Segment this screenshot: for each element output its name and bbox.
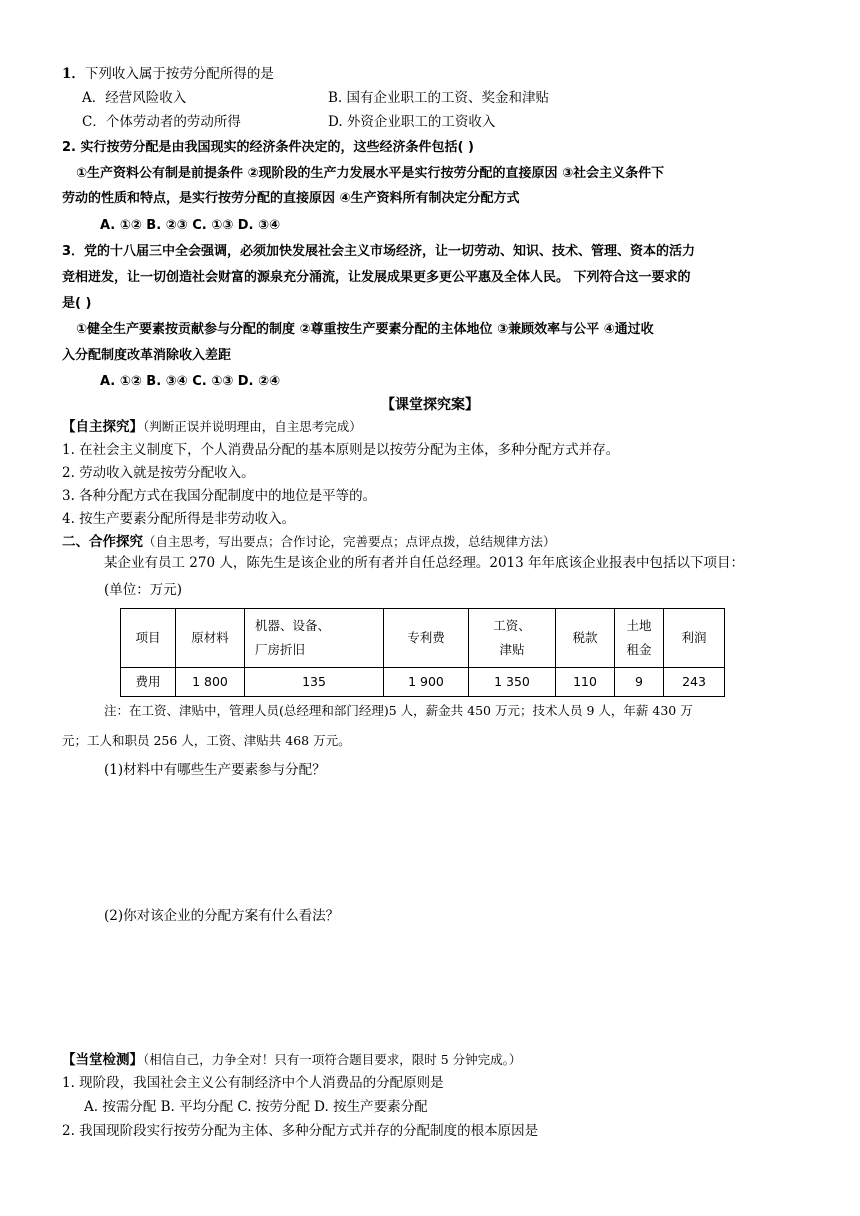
q1-number: 1． bbox=[62, 66, 85, 82]
test-note: （相信自己，力争全对！只有一项符合题目要求，限时 5 分钟完成。） bbox=[143, 1052, 522, 1067]
test-heading bbox=[62, 1050, 521, 1070]
table-header-land-rent bbox=[615, 609, 664, 668]
self-explore-item-4: 4. 按生产要素分配所得是非劳动收入。 bbox=[62, 511, 296, 527]
cost-table bbox=[120, 608, 725, 697]
coop-unit: (单位：万元) bbox=[104, 582, 183, 598]
table-row bbox=[121, 668, 725, 697]
table-cell-raw-material: 1 800 bbox=[176, 668, 245, 697]
self-explore-heading bbox=[62, 417, 362, 437]
table-header-tax: 税款 bbox=[556, 609, 615, 668]
table-cell-depreciation: 135 bbox=[245, 668, 384, 697]
table-cell-tax: 110 bbox=[556, 668, 615, 697]
table-cell-cost-label: 费用 bbox=[121, 668, 176, 697]
table-note-line2: 元；工人和职员 256 人，工资、津贴共 468 万元。 bbox=[62, 733, 351, 748]
coop-label: 二、合作探究 bbox=[62, 534, 143, 550]
table-header-depreciation-2: 厂房折旧 bbox=[255, 642, 306, 657]
q2-stem: 2. 实行按劳分配是由我国现实的经济条件决定的，这些经济条件包括( ) bbox=[62, 140, 474, 155]
coop-question-1: (1)材料中有哪些生产要素参与分配？ bbox=[104, 762, 326, 778]
table-cell-patent: 1 900 bbox=[384, 668, 469, 697]
q1-stem bbox=[62, 64, 274, 84]
q1-stem-text: 下列收入属于按劳分配所得的是 bbox=[84, 66, 274, 82]
table-header-wages-2: 津贴 bbox=[499, 642, 525, 657]
self-explore-item-2: 2. 劳动收入就是按劳分配收入。 bbox=[62, 465, 255, 481]
q3-line4: ①健全生产要素按贡献参与分配的制度 ②尊重按生产要素分配的主体地位 ③兼顾效率与公平 ④通过收 bbox=[76, 322, 654, 337]
table-header-wages-1: 工资、 bbox=[493, 618, 531, 633]
q1-option-b: B. 国有企业职工的工资、奖金和津贴 bbox=[328, 90, 550, 106]
coop-heading bbox=[62, 532, 556, 552]
self-explore-item-1: 1. 在社会主义制度下，个人消费品分配的基本原则是以按劳分配为主体，多种分配方式并存。 bbox=[62, 442, 620, 458]
q3-line3: 是( ) bbox=[62, 296, 92, 311]
table-note-line1: 注：在工资、津贴中，管理人员(总经理和部门经理)5 人，薪金共 450 万元；技术人员 9 人，年薪 430 万 bbox=[104, 703, 693, 718]
q3-line2: 竞相迸发，让一切创造社会财富的源泉充分涌流，让发展成果更多更公平惠及全体人民。 下列符合这一要求的 bbox=[62, 270, 691, 285]
q1-option-d: D. 外资企业职工的工资收入 bbox=[328, 114, 496, 130]
table-header-profit: 利润 bbox=[664, 609, 725, 668]
test-question-2: 2. 我国现阶段实行按劳分配为主体、多种分配方式并存的分配制度的根本原因是 bbox=[62, 1123, 539, 1139]
coop-material: 某企业有员工 270 人，陈先生是该企业的所有者并自任总经理。2013 年年底该企业报表中包括以下项目： bbox=[104, 555, 744, 571]
q2-line3: 劳动的性质和特点，是实行按劳分配的直接原因 ④生产资料所有制决定分配方式 bbox=[62, 191, 520, 206]
table-header-raw-material: 原材料 bbox=[176, 609, 245, 668]
self-explore-label: 【自主探究】 bbox=[62, 419, 143, 435]
test-question-1: 1. 现阶段，我国社会主义公有制经济中个人消费品的分配原则是 bbox=[62, 1075, 444, 1091]
table-cell-profit: 243 bbox=[664, 668, 725, 697]
coop-question-2: (2)你对该企业的分配方案有什么看法？ bbox=[104, 908, 340, 924]
table-header-row bbox=[121, 609, 725, 668]
table-cell-land-rent: 9 bbox=[615, 668, 664, 697]
q1-option-c: C．个体劳动者的劳动所得 bbox=[82, 114, 241, 130]
table-header-land-rent-1: 土地 bbox=[626, 618, 652, 633]
q3-line5: 入分配制度改革消除收入差距 bbox=[62, 348, 232, 363]
q2-options: A. ①② B. ②③ C. ①③ D. ③④ bbox=[100, 218, 281, 233]
q3-options: A. ①② B. ③④ C. ①③ D. ②④ bbox=[100, 374, 281, 389]
q2-line2: ①生产资料公有制是前提条件 ②现阶段的生产力发展水平是实行按劳分配的直接原因 ③社会主义条件下 bbox=[76, 166, 665, 181]
test-question-1-options: A. 按需分配 B. 平均分配 C. 按劳分配 D. 按生产要素分配 bbox=[84, 1099, 428, 1115]
table-header-depreciation bbox=[245, 609, 384, 668]
self-explore-item-3: 3. 各种分配方式在我国分配制度中的地位是平等的。 bbox=[62, 488, 377, 504]
table-header-wages bbox=[469, 609, 556, 668]
coop-note: （自主思考，写出要点；合作讨论，完善要点；点评点拨，总结规律方法） bbox=[143, 534, 556, 549]
table-header-patent: 专利费 bbox=[384, 609, 469, 668]
test-label: 【当堂检测】 bbox=[62, 1052, 143, 1068]
self-explore-note: （判断正误并说明理由，自主思考完成） bbox=[143, 419, 362, 434]
table-cell-wages: 1 350 bbox=[469, 668, 556, 697]
table-header-land-rent-2: 租金 bbox=[626, 642, 652, 657]
section-title: 【课堂探究案】 bbox=[381, 397, 479, 413]
q3-line1: 3．党的十八届三中全会强调，必须加快发展社会主义市场经济，让一切劳动、知识、技术、管理、资本的活力 bbox=[62, 244, 696, 259]
table-header-depreciation-1: 机器、设备、 bbox=[255, 618, 331, 633]
q1-option-a: A．经营风险收入 bbox=[82, 90, 187, 106]
table-header-item: 项目 bbox=[121, 609, 176, 668]
